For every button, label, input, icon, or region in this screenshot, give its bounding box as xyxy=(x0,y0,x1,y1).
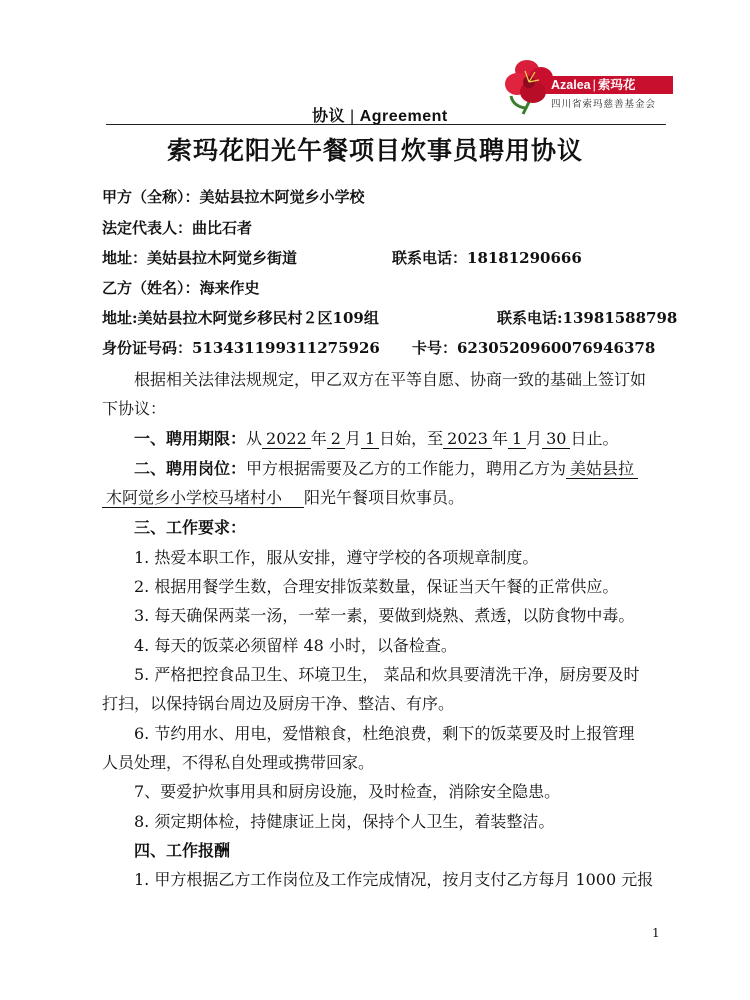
end-suffix: 日止。 xyxy=(570,429,619,448)
month-char: 月 xyxy=(344,429,361,448)
end-month: 1 xyxy=(508,430,526,449)
requirement-item: 2. 根据用餐学生数，合理安排饭菜数量，保证当天午餐的正常供应。 xyxy=(134,577,619,596)
tag-separator: | xyxy=(350,108,355,125)
tag-cn: 协议 xyxy=(312,108,346,125)
requirement-item: 5. 严格把控食品卫生、环境卫生， 菜品和炊具要清洗干净，厨房要及时 xyxy=(134,665,640,684)
party-b-address: 地址:美姑县拉木阿觉乡移民村２区109组 xyxy=(102,309,379,327)
id-number: 身份证号码：513431199311275926 xyxy=(102,339,380,357)
position-place-b: 木阿觉乡小学校马堵村小 xyxy=(102,489,304,508)
legal-representative: 法定代表人：曲比石者 xyxy=(102,219,253,237)
start-suffix: 日始，至 xyxy=(379,429,444,448)
start-month: 2 xyxy=(327,430,345,449)
party-b-phone: 联系电话:13981588798 xyxy=(497,309,678,327)
requirements-heading: 三、工作要求： xyxy=(134,518,247,537)
bank-card-number: 卡号：6230520960076946378 xyxy=(412,339,656,357)
position-clause xyxy=(134,456,638,479)
year-char: 年 xyxy=(310,429,327,448)
requirement-item: 6. 节约用水、用电，爱惜粮食，杜绝浪费，剩下的饭菜要及时上报管理 xyxy=(134,724,635,743)
year-char: 年 xyxy=(491,429,508,448)
start-year: 2022 xyxy=(262,430,311,449)
requirement-item: 7、要爱护炊事用具和厨房设施，及时检查，消除安全隐患。 xyxy=(134,782,561,801)
document-title: 索玛花阳光午餐项目炊事员聘用协议 xyxy=(166,136,583,165)
requirement-item: 8. 须定期体检，持健康证上岗，保持个人卫生，着装整洁。 xyxy=(134,812,555,831)
remuneration-item: 1. 甲方根据乙方工作岗位及工作完成情况，按月支付乙方每月 1000 元报 xyxy=(134,870,654,889)
logo-brand-en: Azalea xyxy=(551,78,591,92)
position-label: 二、聘用岗位： xyxy=(134,459,247,478)
month-char: 月 xyxy=(526,429,543,448)
header-divider xyxy=(106,124,666,125)
position-place-a: 美姑县拉 xyxy=(566,460,638,479)
agreement-tag xyxy=(312,103,448,126)
logo-brand-cn: 索玛花 xyxy=(597,78,636,92)
party-a-phone: 联系电话：18181290666 xyxy=(392,249,582,267)
position-text: 甲方根据需要及乙方的工作能力，聘用乙方为 xyxy=(246,459,567,478)
foundation-logo xyxy=(505,56,685,116)
term-clause xyxy=(134,426,618,449)
start-day: 1 xyxy=(361,430,379,449)
party-a-address: 地址：美姑县拉木阿觉乡街道 xyxy=(102,249,298,267)
requirement-item-cont: 打扫，以保持锅台周边及厨房干净、整洁、有序。 xyxy=(102,694,455,713)
position-rest: 阳光午餐项目炊事员。 xyxy=(304,488,465,507)
intro-line-1: 根据相关法律法规规定，甲乙双方在平等自愿、协商一致的基础上签订如 xyxy=(134,370,647,389)
party-b: 乙方（姓名）：海来作史 xyxy=(102,279,260,297)
requirement-item: 1. 热爱本职工作，服从安排，遵守学校的各项规章制度。 xyxy=(134,548,539,567)
end-year: 2023 xyxy=(443,430,492,449)
party-a: 甲方（全称）：美姑县拉木阿觉乡小学校 xyxy=(102,188,365,206)
tag-en: Agreement xyxy=(359,108,448,125)
term-from: 从 xyxy=(246,429,263,448)
logo-brand-bar: Azalea | 索玛花 xyxy=(545,76,673,94)
term-label: 一、聘用期限： xyxy=(134,429,247,448)
position-clause-cont xyxy=(102,485,464,508)
remuneration-heading: 四、工作报酬 xyxy=(134,841,231,860)
requirement-item: 4. 每天的饭菜必须留样 48 小时，以备检查。 xyxy=(134,636,457,655)
page-number: 1 xyxy=(652,926,660,940)
requirement-item-cont: 人员处理，不得私自处理或携带回家。 xyxy=(102,753,375,772)
logo-subtitle: 四川省索玛慈善基金会 xyxy=(551,99,657,110)
intro-line-2: 下协议： xyxy=(102,399,167,418)
end-day: 30 xyxy=(542,430,570,449)
requirement-item: 3. 每天确保两菜一汤，一荤一素，要做到烧熟、煮透，以防食物中毒。 xyxy=(134,606,635,625)
